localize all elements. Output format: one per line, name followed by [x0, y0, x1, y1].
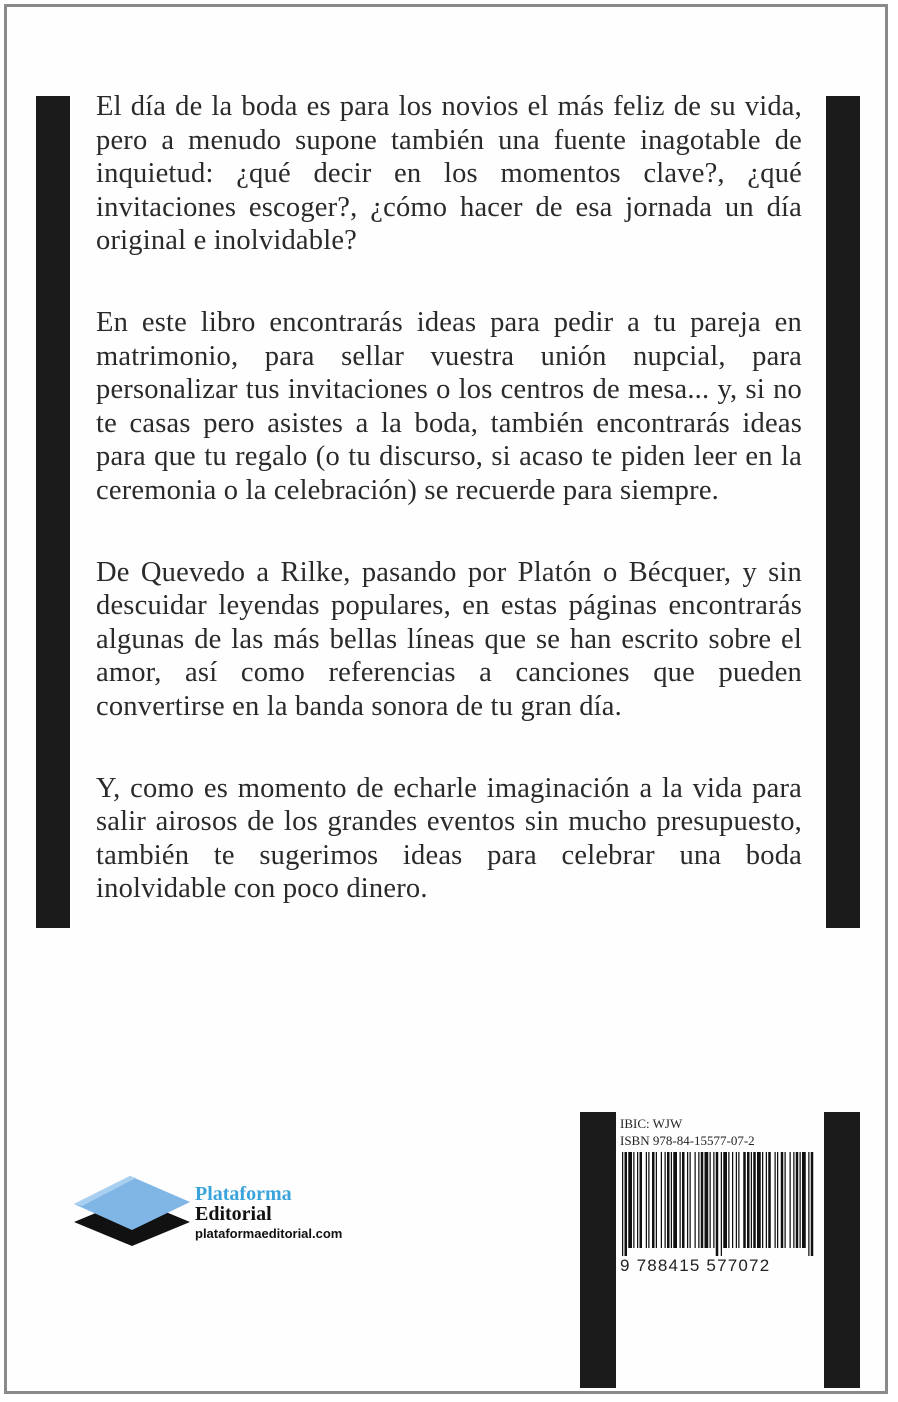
- barcode-bar: [766, 1152, 767, 1248]
- barcode-bar: [652, 1152, 655, 1248]
- isbn-number: ISBN 978-84-15577-07-2: [620, 1133, 755, 1148]
- right-decorative-bar: [826, 96, 860, 928]
- barcode-bar: [633, 1152, 634, 1248]
- blurb-paragraph-3: De Quevedo a Rilke, pasando por Platón o Bécquer, y sin descuidar leyendas populares, en estas páginas encontrarás algunas de las más bellas líneas que se han escrito sobre el amor, así como referencias a canciones que pueden convertirse en la banda sonora de tu gran día.: [96, 556, 802, 722]
- barcode-digits: 9 788415 577072: [620, 1256, 771, 1275]
- left-decorative-bar: [36, 96, 70, 928]
- barcode-bar: [802, 1152, 806, 1248]
- blurb-paragraph-2: En este libro encontrarás ideas para pedir a tu pareja en matrimonio, para sellar vuestra unión nupcial, para personalizar tus invitaciones o los centros de mesa... y, si no te casas pero asistes a la boda, también encontrarás ideas para que tu regalo (o tu discurso, si acaso te piden leer en la ceremonia o la celebración) se recuerde para siempre.: [96, 306, 802, 506]
- barcode-bar: [698, 1152, 699, 1248]
- barcode-bar: [781, 1152, 784, 1248]
- publisher-name: Plataforma: [195, 1183, 292, 1205]
- barcode-bar: [687, 1152, 688, 1248]
- ibic-code: IBIC: WJW: [620, 1116, 683, 1131]
- barcode-bar: [673, 1152, 677, 1248]
- barcode-bar: [671, 1152, 672, 1248]
- barcode-bar: [751, 1152, 752, 1248]
- barcode-bar: [622, 1152, 623, 1256]
- barcode-bar: [790, 1152, 791, 1248]
- barcode-bar: [723, 1152, 727, 1248]
- barcode-bar: [736, 1152, 737, 1248]
- publisher-imprint: Editorial: [195, 1203, 272, 1225]
- barcode-bar: [701, 1152, 704, 1248]
- barcode-bar: [705, 1152, 709, 1248]
- back-cover-blurb: [96, 90, 802, 954]
- barcode-bar: [800, 1152, 801, 1248]
- barcode-bar: [808, 1152, 809, 1256]
- barcode-bar: [732, 1152, 733, 1248]
- barcode-bar: [793, 1152, 794, 1248]
- barcode-bar: [753, 1152, 756, 1248]
- blurb-paragraph-4: Y, como es momento de echarle imaginación a la vida para salir airosos de los grandes eventos sin mucho presupuesto, también te sugerimos ideas para celebrar una boda inolvidable con poco dinero.: [96, 772, 802, 905]
- barcode-bar: [762, 1152, 763, 1248]
- barcode-bar: [747, 1152, 750, 1248]
- barcode-bar: [796, 1152, 799, 1248]
- barcode-bar: [743, 1152, 746, 1248]
- stacked-diamonds-logo-icon: [72, 1166, 197, 1276]
- barcode-bar: [716, 1152, 719, 1256]
- barcode-bar: [640, 1152, 643, 1248]
- barcode-bar: [695, 1152, 696, 1248]
- barcode-bar: [667, 1152, 670, 1248]
- barcode-bar: [646, 1152, 647, 1248]
- barcode-left-bar: [580, 1112, 616, 1388]
- blurb-paragraph-1: El día de la boda es para los novios el más feliz de su vida, pero a menudo supone también una fuente inagotable de inquietud: ¿qué decir en los momentos clave?, ¿qué invitaciones escoger?, ¿cómo hacer de esa jornada un día original e inolvidable?: [96, 91, 802, 257]
- barcode-bar: [637, 1152, 638, 1248]
- barcode-bar: [628, 1152, 632, 1248]
- barcode-bar: [713, 1152, 714, 1248]
- barcode-bar: [811, 1152, 814, 1256]
- barcode-bar: [648, 1152, 649, 1248]
- barcode-bar: [690, 1152, 691, 1248]
- barcode-bar: [682, 1152, 685, 1248]
- barcode-bar: [710, 1152, 711, 1248]
- barcode-right-bar: [824, 1112, 860, 1388]
- barcode-bar: [775, 1152, 776, 1248]
- barcode-bar: [721, 1152, 722, 1256]
- barcode-bar: [656, 1152, 657, 1248]
- barcode-bar: [665, 1152, 666, 1248]
- barcode-bar: [661, 1152, 662, 1248]
- barcode-bar: [738, 1152, 739, 1248]
- barcode-bar: [777, 1152, 778, 1248]
- isbn-barcode: [620, 1152, 816, 1256]
- barcode-bar: [728, 1152, 729, 1248]
- barcode-bar: [757, 1152, 761, 1248]
- barcode-bar: [680, 1152, 681, 1248]
- barcode-bar: [785, 1152, 786, 1248]
- barcode-bar: [768, 1152, 771, 1248]
- barcode-bar: [625, 1152, 628, 1256]
- publisher-url: plataformaeditorial.com: [195, 1226, 343, 1241]
